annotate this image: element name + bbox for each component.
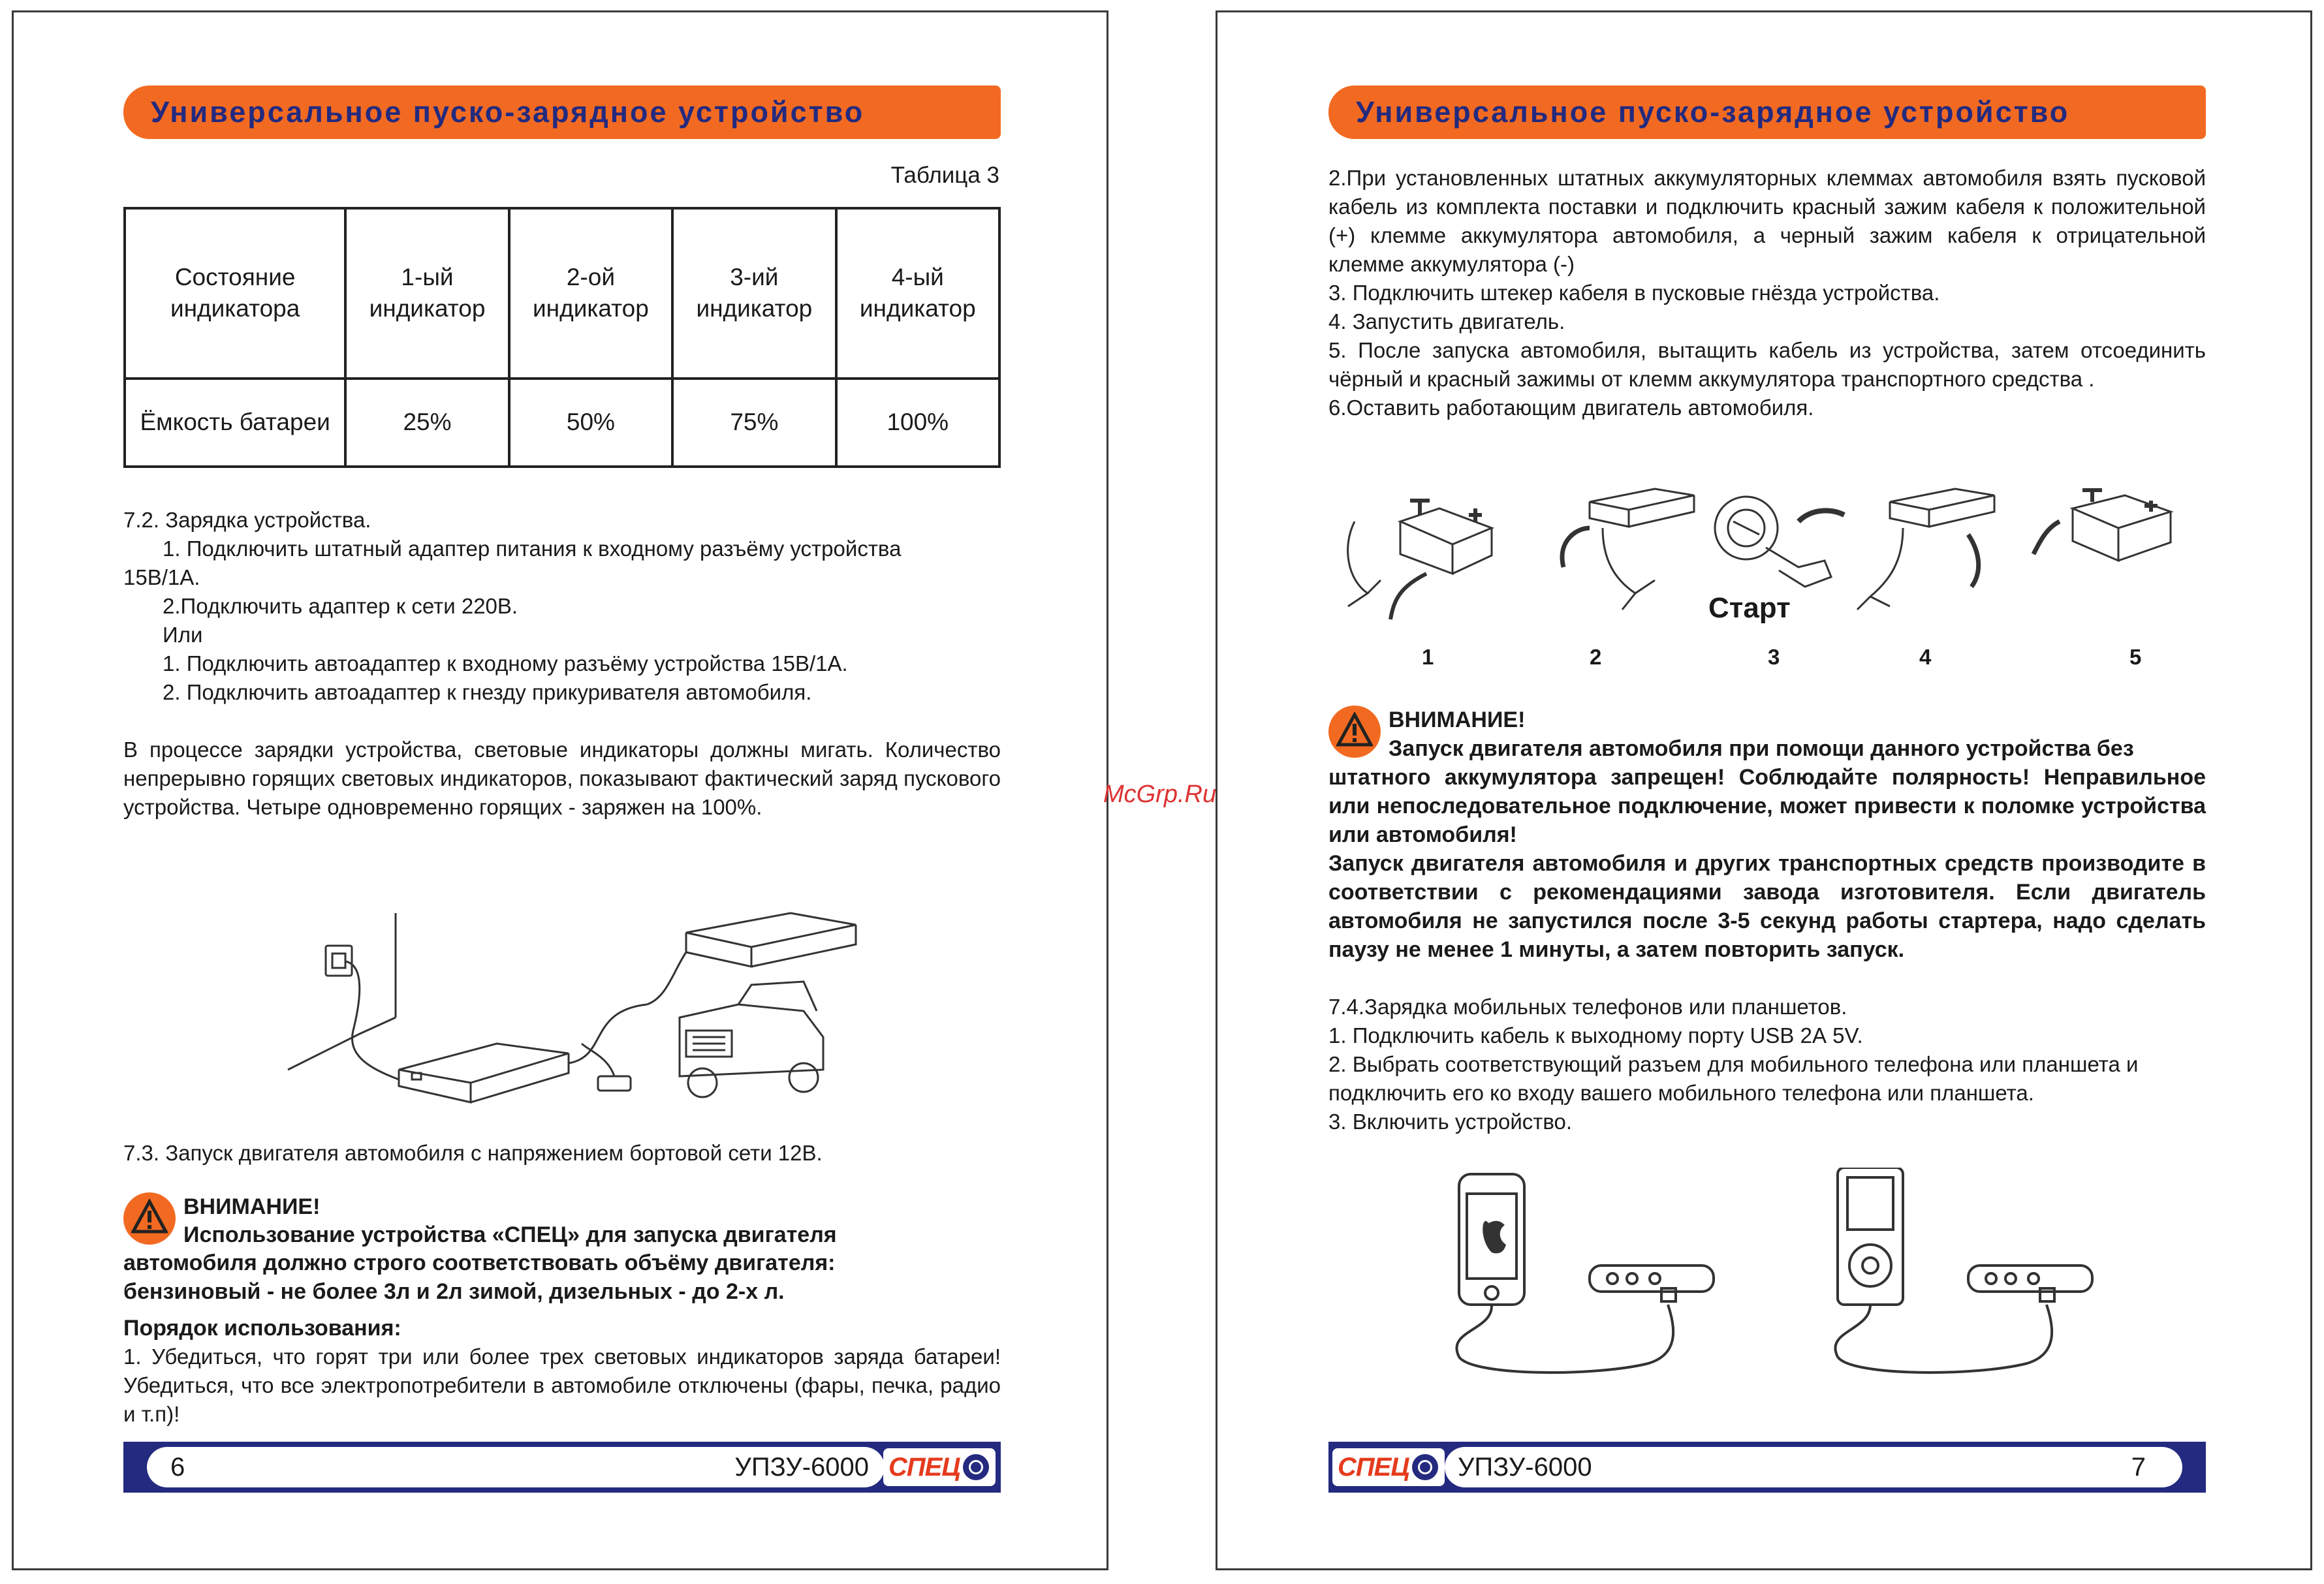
- logo-emblem-icon: [1412, 1454, 1438, 1480]
- charging-step: 1. Подключить штатный адаптер питания к входному разъёму устройства: [163, 536, 902, 561]
- right-page: [1216, 10, 2312, 1570]
- figure-number: 5: [2129, 645, 2142, 669]
- procedure-text: 1. Убедиться, что горят три или более трех световых индикаторов заряда батареи! Убедиться, что все электропотребители в автомобиле отключены (фары, печка, радио и т.п)!: [123, 1344, 1001, 1426]
- procedure-step: 2.При установленных штатных аккумуляторных клеммах автомобиля взять пусковой кабель из комплекта поставки и подключить красный зажим кабеля к положительной (+) клемме аккумулятора автомобиля, а черный зажим кабеля к отрицательной клемме аккумулятора (-): [1328, 166, 2206, 276]
- procedure-step: 4. Запустить двигатель.: [1328, 309, 1565, 334]
- logo-text: СПЕЦ: [888, 1452, 960, 1482]
- header-title: Универсальное пуско-зарядное устройство: [1356, 95, 2070, 129]
- table-cell: 75%: [672, 379, 836, 467]
- header-title: Универсальное пуско-зарядное устройство: [151, 95, 865, 129]
- figure-number: 3: [1768, 645, 1780, 669]
- footer-model: УПЗУ-6000: [734, 1452, 869, 1482]
- charging-step: 2. Подключить автоадаптер к гнезду прикуривателя автомобиля.: [163, 680, 812, 704]
- table-cell: Ёмкость батареи: [125, 379, 345, 467]
- charging-illustration: [281, 907, 869, 1115]
- charging-step-cont: 15В/1А.: [123, 565, 200, 589]
- start-label: Старт: [1708, 592, 1791, 624]
- footer-model: УПЗУ-6000: [1458, 1452, 1592, 1482]
- mobile-charging-illustration: [1433, 1168, 2125, 1383]
- table-caption: Таблица 3: [890, 163, 999, 188]
- procedure-steps: [1328, 164, 2206, 422]
- spec-logo: [1332, 1448, 1445, 1486]
- warning-title: ВНИМАНИЕ!: [183, 1194, 321, 1219]
- warning-line: Использование устройства «СПЕЦ» для запуска двигателя: [183, 1222, 837, 1247]
- table-header-cell: Состояние индикатора: [125, 208, 345, 379]
- procedure-title: Порядок использования:: [123, 1316, 401, 1341]
- charging-step: 2.Подключить адаптер к сети 220В.: [163, 594, 518, 618]
- page-number: 7: [2131, 1452, 2146, 1482]
- mobile-section: [1328, 993, 2206, 1136]
- page-footer: [1328, 1442, 2206, 1493]
- indicator-table: [123, 207, 1001, 468]
- table-header-cell: 1-ый индикатор: [345, 208, 509, 379]
- start-title: 7.3. Запуск двигателя автомобиля с напряжением бортовой сети 12В.: [123, 1141, 823, 1165]
- footer-pill: [1445, 1447, 2182, 1487]
- table-row: [125, 379, 999, 467]
- charging-or: Или: [163, 623, 203, 647]
- page-header: [123, 85, 1001, 139]
- warning-text: штатного аккумулятора запрещен! Соблюдайте полярность! Неправильное или непоследовательное подключение, может привести к поломке устройства или автомобиля!: [1328, 765, 2206, 847]
- charging-section: [123, 506, 1001, 707]
- warning-text: автомобиля должно строго соответствовать объёму двигателя: бензиновый - не более 3л и 2л зимой, дизельных - до 2-х л.: [123, 1250, 836, 1304]
- footer-pill: [147, 1447, 885, 1487]
- figure-number: 2: [1590, 645, 1602, 669]
- table-header-cell: 2-ой индикатор: [509, 208, 672, 379]
- procedure-step: 6.Оставить работающим двигатель автомобиля.: [1328, 396, 1814, 420]
- logo-text: СПЕЦ: [1338, 1452, 1409, 1482]
- watermark: McGrp.Ru: [1103, 781, 1217, 808]
- table-cell: 100%: [836, 379, 999, 467]
- figure-number: 1: [1422, 645, 1434, 669]
- table-row: [125, 208, 999, 379]
- warning-title: ВНИМАНИЕ!: [1389, 707, 1526, 732]
- warning-line: Запуск двигателя автомобиля при помощи данного устройства без: [1389, 736, 2134, 761]
- mobile-step: 3. Включить устройство.: [1328, 1110, 1573, 1134]
- table-header-cell: 4-ый индикатор: [836, 208, 999, 379]
- spec-logo: [883, 1448, 996, 1486]
- charging-step: 1. Подключить автоадаптер к входному разъёму устройства 15В/1А.: [163, 651, 848, 676]
- page-number: 6: [170, 1452, 185, 1482]
- procedure-step: 5. После запуска автомобиля, вытащить кабель из устройства, затем отсоединить чёрный и красный зажимы от клемм аккумулятора транспортного средства .: [1328, 338, 2206, 391]
- warning-icon: [1328, 706, 1381, 758]
- procedure-step: 3. Подключить штекер кабеля в пусковые гнёзда устройства.: [1328, 281, 1940, 305]
- figure-number: 4: [1919, 645, 1932, 669]
- warning-paragraph: Запуск двигателя автомобиля и других транспортных средств производите в соответствии с рекомендациями завода изготовителя. Если двигатель автомобиля не запустился после 3-5 секунд работы стартера, надо сделать паузу не менее 1 минуты, а затем повторить запуск.: [1328, 851, 2206, 962]
- mobile-step: 1. Подключить кабель к выходному порту USB 2А 5V.: [1328, 1023, 1863, 1048]
- table-cell: 50%: [509, 379, 672, 467]
- apple-icon: [1483, 1221, 1506, 1254]
- logo-emblem-icon: [963, 1454, 989, 1480]
- charging-title: 7.2. Зарядка устройства.: [123, 508, 371, 532]
- table-header-cell: 3-ий индикатор: [672, 208, 836, 379]
- mobile-step: 2. Выбрать соответствующий разъем для мобильного телефона или планшета и подключить его ко входу вашего мобильного телефона или планшета.: [1328, 1052, 2139, 1105]
- left-page: [12, 10, 1108, 1570]
- start-sequence-illustration: [1328, 482, 2206, 672]
- table-cell: 25%: [345, 379, 509, 467]
- process-paragraph: В процессе зарядки устройства, световые индикаторы должны мигать. Количество непрерывно горящих световых индикаторов, показывают фактический заряд пускового устройства. Четыре одновременно горящих - заряжен на 100%.: [123, 738, 1001, 819]
- page-header: [1328, 85, 2206, 139]
- warning-icon: [123, 1192, 176, 1245]
- page-footer: [123, 1442, 1001, 1493]
- mobile-title: 7.4.Зарядка мобильных телефонов или планшетов.: [1328, 995, 1847, 1019]
